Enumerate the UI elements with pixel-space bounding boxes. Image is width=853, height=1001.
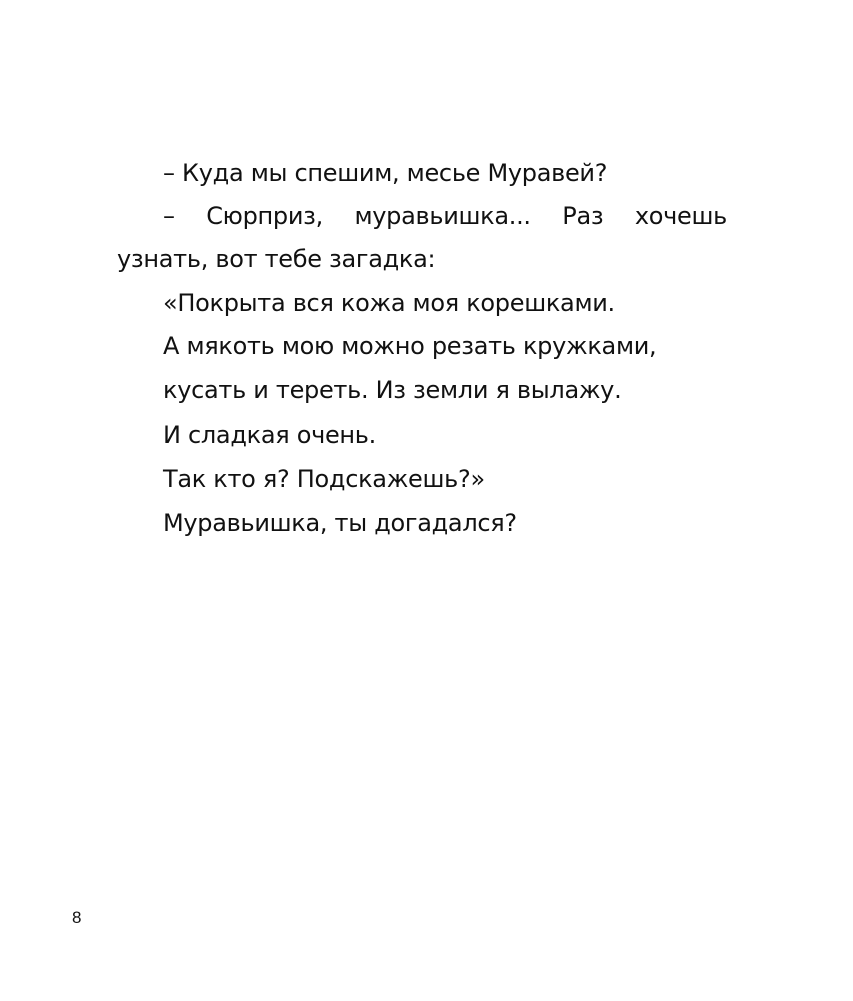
text-line: И сладкая очень. (163, 421, 376, 449)
text-line: А мякоть мою можно резать кружками, (163, 332, 657, 360)
page-number: 8 (72, 908, 82, 927)
text-line: узнать, вот тебе загадка: (117, 245, 436, 273)
text-line: кусать и тереть. Из земли я вылажу. (163, 376, 622, 404)
text-line: Муравьишка, ты догадался? (163, 509, 517, 537)
text-line: Так кто я? Подскажешь?» (163, 465, 485, 493)
text-line: «Покрыта вся кожа моя корешками. (163, 289, 615, 317)
text-line: – Куда мы спешим, месье Муравей? (163, 159, 608, 187)
text-line: – Сюрприз, муравьишка... Раз хочешь (163, 202, 727, 230)
